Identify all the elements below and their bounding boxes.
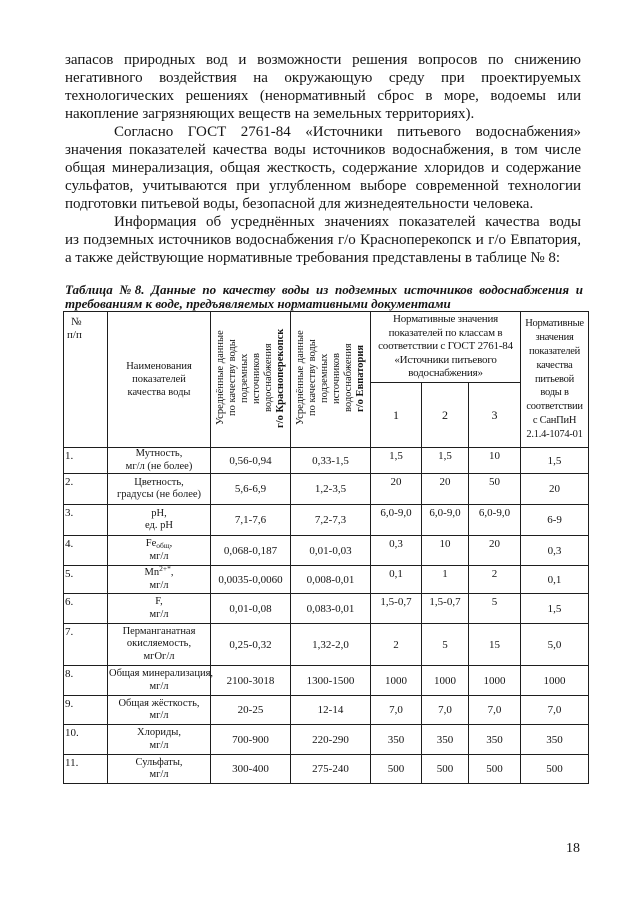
header-line: соответствии — [526, 401, 583, 413]
cell-krasnoperekopsk-value: 700-900 — [211, 725, 291, 755]
cell-gost-class-2: 1000 — [422, 666, 469, 696]
table-row — [64, 536, 589, 566]
paragraph-line: Согласно ГОСТ 2761-84 «Источники питьевого водоснабжения» — [114, 124, 581, 140]
cell-krasnoperekopsk-value: 5,6-6,9 — [211, 474, 291, 505]
cell-sanpin-value: 1,5 — [521, 448, 589, 474]
cell-sanpin-value: 7,0 — [521, 696, 589, 725]
cell-gost-class-1: 0,1 — [371, 566, 422, 594]
cell-gost-class-1: 350 — [371, 725, 422, 755]
header-line: по качеству воды — [226, 339, 238, 417]
cell-gost-class-3: 2 — [469, 566, 521, 594]
indicator-name: окисляемость, — [126, 638, 192, 650]
cell-row-number: 5. — [64, 566, 108, 594]
indicator-name: Перманганатная — [122, 625, 196, 637]
header-line: питьевой — [535, 373, 575, 385]
cell-evpatoria-value: 0,083-0,01 — [291, 594, 371, 624]
cell-krasnoperekopsk-value: 0,0035-0,0060 — [211, 566, 291, 594]
caption-line: Таблица №8. Данные по качеству воды из подземных источников водоснабжения и — [65, 282, 583, 297]
table-row — [64, 474, 589, 505]
header-class-2: 2 — [422, 383, 469, 448]
chemical-subscript: общ — [156, 541, 170, 550]
indicator-unit: мг/л — [149, 579, 169, 591]
cell-evpatoria-value: 0,008-0,01 — [291, 566, 371, 594]
header-line: водоснабжения — [262, 343, 274, 413]
paragraph-line: из подземных источников водоснабжения г/о Красноперекопск и г/о Евпатория, — [65, 232, 581, 248]
cell-evpatoria-value: 1300-1500 — [291, 666, 371, 696]
header-line: источников — [330, 352, 342, 404]
cell-gost-class-1: 0,3 — [371, 536, 422, 566]
cell-indicator-name — [108, 666, 214, 696]
indicator-unit: мг/л — [149, 710, 169, 721]
paragraph — [65, 51, 581, 123]
header-class-1: 1 — [371, 383, 422, 448]
header-line: качества — [536, 359, 573, 371]
cell-indicator-name — [108, 474, 211, 505]
cell-gost-class-2: 1 — [422, 566, 469, 594]
table-row — [64, 696, 589, 725]
cell-evpatoria-value: 0,01-0,03 — [291, 536, 371, 566]
cell-gost-class-1: 500 — [371, 755, 422, 784]
indicator-name: Сульфаты, — [135, 756, 183, 768]
indicator-name — [109, 564, 209, 580]
header-number-symbol: № — [71, 316, 82, 328]
header-line: водоснабжения — [342, 343, 354, 413]
cell-gost-class-3: 50 — [469, 474, 521, 505]
paragraph-line: накопление загрязняющих веществ на земельных территориях). — [65, 106, 475, 122]
cell-gost-class-2: 10 — [422, 536, 469, 566]
cell-indicator-name — [108, 725, 211, 755]
cell-evpatoria-value: 1,2-3,5 — [291, 474, 371, 505]
water-quality-table — [63, 311, 589, 784]
cell-gost-class-1: 1000 — [371, 666, 422, 696]
cell-gost-class-3: 500 — [469, 755, 521, 784]
paragraph-line: запасов природных вод и возможности решения вопросов по снижению — [65, 52, 581, 68]
table-row — [64, 566, 589, 594]
rotated-header-text — [215, 316, 287, 440]
cell-gost-class-3: 15 — [469, 624, 521, 666]
cell-gost-class-2: 500 — [422, 755, 469, 784]
cell-indicator-name — [108, 755, 211, 784]
indicator-unit: мг/л — [149, 739, 169, 751]
cell-gost-class-1: 7,0 — [371, 696, 422, 725]
cell-indicator-name — [108, 624, 211, 666]
table-row — [64, 666, 589, 696]
table-row — [64, 725, 589, 755]
header-line: подземных — [238, 353, 250, 403]
indicator-name: pH, — [151, 507, 167, 519]
cell-gost-class-2: 6,0-9,0 — [422, 505, 469, 536]
header-line: по качеству воды — [306, 339, 318, 417]
cell-krasnoperekopsk-value: 2100-3018 — [211, 666, 291, 696]
cell-gost-class-3: 350 — [469, 725, 521, 755]
table-row — [64, 624, 589, 666]
cell-gost-class-3: 6,0-9,0 — [469, 505, 521, 536]
name-punctuation: , — [170, 567, 174, 578]
header-line: с СанПиН — [532, 414, 577, 426]
cell-gost-class-3: 1000 — [469, 666, 521, 696]
cell-krasnoperekopsk-value: 300-400 — [211, 755, 291, 784]
indicator-name: Мутность, — [135, 448, 183, 459]
cell-gost-class-2: 20 — [422, 474, 469, 505]
paragraph-line: подготовки питьевой воды, безопасной для жизнедеятельности человека. — [65, 196, 534, 212]
cell-gost-class-1: 6,0-9,0 — [371, 505, 422, 536]
cell-sanpin-value: 0,1 — [521, 566, 589, 594]
indicator-unit: мгОг/л — [143, 650, 175, 662]
header-indicator-name — [108, 312, 211, 448]
indicator-name — [109, 538, 209, 551]
cell-sanpin-value: 1000 — [521, 666, 589, 696]
cell-sanpin-value: 5,0 — [521, 624, 589, 666]
header-line: «Источники питьевого — [394, 353, 497, 366]
cell-krasnoperekopsk-value: 7,1-7,6 — [211, 505, 291, 536]
cell-evpatoria-value: 7,2-7,3 — [291, 505, 371, 536]
cell-gost-class-1: 20 — [371, 474, 422, 505]
cell-gost-class-1: 2 — [371, 624, 422, 666]
header-gost-norms — [371, 312, 521, 383]
header-line: значения — [535, 332, 574, 344]
cell-row-number: 6. — [64, 594, 108, 624]
cell-gost-class-2: 5 — [422, 624, 469, 666]
paragraph-line: негативного воздействия на окружающую среду при проектируемых — [65, 70, 581, 86]
cell-krasnoperekopsk-value: 0,068-0,187 — [211, 536, 291, 566]
cell-sanpin-value: 350 — [521, 725, 589, 755]
cell-sanpin-value: 500 — [521, 755, 589, 784]
cell-sanpin-value: 1,5 — [521, 594, 589, 624]
header-evpatoria — [291, 312, 371, 448]
indicator-name: Хлориды, — [137, 727, 181, 738]
cell-evpatoria-value: 275-240 — [291, 755, 371, 784]
page-number: 18 — [566, 841, 580, 856]
cell-gost-class-2: 350 — [422, 725, 469, 755]
cell-krasnoperekopsk-value: 0,56-0,94 — [211, 448, 291, 474]
indicator-unit: мг/л — [149, 769, 169, 780]
header-line: показателей по классам в — [388, 326, 503, 339]
table-row — [64, 755, 589, 784]
paragraph-line: значения показателей качества воды источников водоснабжения, в том числе — [65, 142, 581, 158]
cell-row-number: 9. — [64, 696, 108, 725]
header-line: Усреднённые данные — [294, 330, 306, 426]
cell-evpatoria-value: 0,33-1,5 — [291, 448, 371, 474]
indicator-unit: мг/л — [149, 550, 169, 562]
paragraph-line: а также действующие нормативные требования представлены в таблице № 8: — [65, 250, 561, 266]
paragraph-line: технологических решениях (ненормативный сброс в море, водоемы или — [65, 88, 581, 104]
header-line: 2.1.4-1074-01 — [526, 428, 583, 440]
cell-indicator-name — [108, 448, 211, 474]
rotated-header-text — [295, 316, 367, 440]
header-line: соответствии с ГОСТ 2761-84 — [378, 340, 513, 353]
chemical-symbol: Fe — [145, 538, 157, 549]
table-caption — [65, 283, 583, 311]
header-number — [64, 312, 108, 448]
header-number-label: п/п — [67, 329, 82, 341]
header-line: Нормативные значения — [393, 313, 498, 326]
header-krasnoperekopsk — [211, 312, 291, 448]
cell-evpatoria-value: 1,32-2,0 — [291, 624, 371, 666]
indicator-name: Общая жёсткость, — [118, 697, 200, 709]
indicator-unit: градусы (не более) — [116, 489, 202, 500]
cell-krasnoperekopsk-value: 0,25-0,32 — [211, 624, 291, 666]
cell-row-number: 4. — [64, 536, 108, 566]
header-line: Усреднённые данные — [214, 330, 226, 426]
header-city-name: г/о Красноперекопск — [274, 328, 286, 428]
cell-sanpin-value: 20 — [521, 474, 589, 505]
cell-gost-class-2: 1,5 — [422, 448, 469, 474]
cell-indicator-name — [108, 696, 211, 725]
header-class-3: 3 — [469, 383, 521, 448]
cell-row-number: 8. — [64, 666, 108, 696]
paragraph-line: сульфатов, учитываются при углубленном выборе современной технологии — [65, 178, 581, 194]
chemical-symbol: Mn — [144, 567, 160, 578]
cell-row-number: 1. — [64, 448, 108, 474]
cell-gost-class-3: 20 — [469, 536, 521, 566]
header-line: водоснабжения» — [408, 367, 483, 380]
cell-evpatoria-value: 12-14 — [291, 696, 371, 725]
indicator-name: Общая минерализация, — [109, 668, 214, 679]
indicator-name: F, — [155, 596, 163, 607]
cell-row-number: 10. — [64, 725, 108, 755]
cell-indicator-name — [108, 536, 211, 566]
cell-gost-class-3: 5 — [469, 594, 521, 624]
cell-sanpin-value: 0,3 — [521, 536, 589, 566]
cell-gost-class-1: 1,5-0,7 — [371, 594, 422, 624]
indicator-unit: мг/л (не более) — [125, 460, 193, 472]
header-line: воды в — [540, 387, 569, 399]
name-punctuation: , — [169, 538, 173, 549]
cell-indicator-name — [108, 594, 211, 624]
table-header-row — [64, 312, 589, 383]
cell-indicator-name — [108, 505, 211, 536]
cell-sanpin-value: 6-9 — [521, 505, 589, 536]
cell-gost-class-2: 1,5-0,7 — [422, 594, 469, 624]
header-city-name: г/о Евпатория — [354, 344, 366, 412]
header-sanpin-norms — [521, 312, 589, 448]
cell-row-number: 3. — [64, 505, 108, 536]
header-line: качества воды — [127, 387, 191, 398]
paragraph-line: Информация об усреднённых значениях показателей качества воды — [114, 214, 581, 230]
table-row — [64, 448, 589, 474]
table-row — [64, 505, 589, 536]
paragraph — [65, 213, 581, 267]
cell-evpatoria-value: 220-290 — [291, 725, 371, 755]
cell-gost-class-1: 1,5 — [371, 448, 422, 474]
header-line: Наименования — [126, 361, 192, 372]
body-text — [65, 51, 581, 267]
indicator-name: Цветность, — [134, 476, 184, 488]
header-line: показателей — [529, 346, 581, 357]
cell-indicator-name — [108, 566, 211, 594]
caption-line: требованиям к воде, предъявляемых нормативными документами — [65, 296, 451, 311]
table-row — [64, 594, 589, 624]
header-line: источников — [250, 352, 262, 404]
paragraph-line: общая минерализация, общая жесткость, содержание хлоридов и содержание — [65, 160, 581, 176]
cell-gost-class-2: 7,0 — [422, 696, 469, 725]
cell-row-number: 2. — [64, 474, 108, 505]
cell-row-number: 7. — [64, 624, 108, 666]
header-line: Нормативные — [525, 318, 584, 330]
header-line: показателей — [132, 374, 186, 385]
header-line: подземных — [318, 353, 330, 403]
cell-gost-class-3: 10 — [469, 448, 521, 474]
cell-gost-class-3: 7,0 — [469, 696, 521, 725]
cell-row-number: 11. — [64, 755, 108, 784]
paragraph — [65, 123, 581, 213]
cell-krasnoperekopsk-value: 0,01-0,08 — [211, 594, 291, 624]
indicator-unit: ед. pH — [145, 520, 173, 531]
chemical-charge: 2+* — [159, 564, 171, 573]
indicator-unit: мг/л — [149, 608, 169, 620]
indicator-unit: мг/л — [149, 680, 169, 692]
cell-krasnoperekopsk-value: 20-25 — [211, 696, 291, 725]
